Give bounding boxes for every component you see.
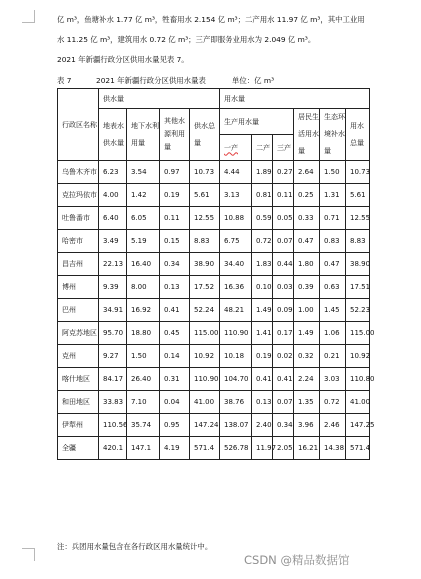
value-cell: 16.21 bbox=[294, 437, 320, 460]
region-name-cell: 哈密市 bbox=[58, 230, 99, 253]
value-cell: 2.24 bbox=[294, 368, 320, 391]
value-cell: 0.07 bbox=[273, 230, 294, 253]
value-cell: 18.80 bbox=[127, 322, 160, 345]
value-cell: 420.1 bbox=[99, 437, 127, 460]
value-cell: 6.23 bbox=[99, 161, 127, 184]
value-cell: 0.13 bbox=[252, 391, 273, 414]
value-cell: 3.13 bbox=[220, 184, 252, 207]
header-primary-industry-text: 一产 bbox=[224, 143, 238, 152]
value-cell: 1.45 bbox=[320, 299, 346, 322]
header-other-sources: 其他水源利用量 bbox=[160, 109, 190, 161]
value-cell: 2.46 bbox=[320, 414, 346, 437]
value-cell: 10.18 bbox=[220, 345, 252, 368]
table-row bbox=[58, 391, 370, 414]
value-cell: 12.55 bbox=[346, 207, 370, 230]
region-name-cell: 昌吉州 bbox=[58, 253, 99, 276]
region-name-cell: 巴州 bbox=[58, 299, 99, 322]
value-cell: 9.27 bbox=[99, 345, 127, 368]
value-cell: 10.92 bbox=[346, 345, 370, 368]
value-cell: 4.44 bbox=[220, 161, 252, 184]
header-ecological: 生态环境补水量 bbox=[320, 109, 346, 161]
value-cell: 0.41 bbox=[252, 368, 273, 391]
header-use-group: 用水量 bbox=[220, 89, 370, 109]
table-note: 注：兵团用水量包含在各行政区用水量统计中。 bbox=[57, 542, 213, 551]
value-cell: 12.55 bbox=[190, 207, 220, 230]
value-cell: 8.00 bbox=[127, 276, 160, 299]
value-cell: 7.10 bbox=[127, 391, 160, 414]
value-cell: 17.51 bbox=[346, 276, 370, 299]
value-cell: 38.90 bbox=[190, 253, 220, 276]
value-cell: 0.41 bbox=[273, 368, 294, 391]
value-cell: 35.74 bbox=[127, 414, 160, 437]
value-cell: 38.90 bbox=[346, 253, 370, 276]
value-cell: 34.91 bbox=[99, 299, 127, 322]
value-cell: 0.34 bbox=[273, 414, 294, 437]
value-cell: 2.64 bbox=[294, 161, 320, 184]
region-name-cell: 乌鲁木齐市 bbox=[58, 161, 99, 184]
value-cell: 10.92 bbox=[190, 345, 220, 368]
region-name-cell: 克拉玛依市 bbox=[58, 184, 99, 207]
value-cell: 52.24 bbox=[190, 299, 220, 322]
value-cell: 34.40 bbox=[220, 253, 252, 276]
value-cell: 0.14 bbox=[160, 345, 190, 368]
table-number: 表 7 bbox=[57, 76, 72, 85]
value-cell: 38.76 bbox=[220, 391, 252, 414]
value-cell: 0.09 bbox=[273, 299, 294, 322]
value-cell: 3.96 bbox=[294, 414, 320, 437]
value-cell: 1.80 bbox=[294, 253, 320, 276]
header-total-supply: 供水总量 bbox=[190, 109, 220, 161]
value-cell: 110.90 bbox=[220, 322, 252, 345]
value-cell: 0.95 bbox=[160, 414, 190, 437]
value-cell: 22.13 bbox=[99, 253, 127, 276]
value-cell: 0.15 bbox=[160, 230, 190, 253]
value-cell: 1.35 bbox=[294, 391, 320, 414]
value-cell: 110.56 bbox=[99, 414, 127, 437]
value-cell: 0.72 bbox=[252, 230, 273, 253]
value-cell: 9.39 bbox=[99, 276, 127, 299]
value-cell: 0.47 bbox=[320, 253, 346, 276]
value-cell: 84.17 bbox=[99, 368, 127, 391]
region-name-cell: 吐鲁番市 bbox=[58, 207, 99, 230]
region-name-cell: 伊犁州 bbox=[58, 414, 99, 437]
value-cell: 2.05 bbox=[273, 437, 294, 460]
value-cell: 1.49 bbox=[294, 322, 320, 345]
value-cell: 6.40 bbox=[99, 207, 127, 230]
value-cell: 41.00 bbox=[346, 391, 370, 414]
value-cell: 17.52 bbox=[190, 276, 220, 299]
value-cell: 1.41 bbox=[252, 322, 273, 345]
value-cell: 0.05 bbox=[273, 207, 294, 230]
value-cell: 0.71 bbox=[320, 207, 346, 230]
value-cell: 1.00 bbox=[294, 299, 320, 322]
value-cell: 14.38 bbox=[320, 437, 346, 460]
value-cell: 16.92 bbox=[127, 299, 160, 322]
value-cell: 0.59 bbox=[252, 207, 273, 230]
value-cell: 8.83 bbox=[190, 230, 220, 253]
region-name-cell: 全疆 bbox=[58, 437, 99, 460]
table-row bbox=[58, 414, 370, 437]
value-cell: 0.19 bbox=[252, 345, 273, 368]
value-cell: 0.07 bbox=[273, 391, 294, 414]
value-cell: 0.81 bbox=[252, 184, 273, 207]
table-row bbox=[58, 253, 370, 276]
value-cell: 0.32 bbox=[294, 345, 320, 368]
value-cell: 26.40 bbox=[127, 368, 160, 391]
value-cell: 33.83 bbox=[99, 391, 127, 414]
paragraph-line-1: 亿 m³，鱼塘补水 1.77 亿 m³，牲畜用水 2.154 亿 m³；二产用水 11.97 亿 m³，其中工业用 bbox=[57, 15, 365, 24]
table-row bbox=[58, 230, 370, 253]
value-cell: 0.21 bbox=[320, 345, 346, 368]
value-cell: 1.50 bbox=[320, 161, 346, 184]
value-cell: 6.05 bbox=[127, 207, 160, 230]
header-tertiary-industry: 三产 bbox=[273, 135, 294, 161]
value-cell: 2.40 bbox=[252, 414, 273, 437]
value-cell: 0.44 bbox=[273, 253, 294, 276]
value-cell: 3.03 bbox=[320, 368, 346, 391]
region-name-cell: 阿克苏地区 bbox=[58, 322, 99, 345]
value-cell: 1.89 bbox=[252, 161, 273, 184]
value-cell: 147.1 bbox=[127, 437, 160, 460]
value-cell: 10.88 bbox=[220, 207, 252, 230]
value-cell: 0.04 bbox=[160, 391, 190, 414]
value-cell: 0.03 bbox=[273, 276, 294, 299]
header-supply-group: 供水量 bbox=[99, 89, 220, 109]
value-cell: 5.61 bbox=[346, 184, 370, 207]
value-cell: 0.97 bbox=[160, 161, 190, 184]
value-cell: 0.19 bbox=[160, 184, 190, 207]
header-primary-industry bbox=[220, 135, 252, 161]
value-cell: 16.36 bbox=[220, 276, 252, 299]
value-cell: 147.24 bbox=[190, 414, 220, 437]
value-cell: 110.80 bbox=[346, 368, 370, 391]
value-cell: 115.00 bbox=[346, 322, 370, 345]
value-cell: 48.21 bbox=[220, 299, 252, 322]
header-region: 行政区名称 bbox=[58, 89, 99, 161]
header-total-use: 用水总量 bbox=[346, 109, 370, 161]
value-cell: 0.63 bbox=[320, 276, 346, 299]
value-cell: 4.19 bbox=[160, 437, 190, 460]
value-cell: 0.34 bbox=[160, 253, 190, 276]
region-name-cell: 克州 bbox=[58, 345, 99, 368]
csdn-watermark: CSDN @精品数据馆 bbox=[244, 553, 350, 567]
value-cell: 1.50 bbox=[127, 345, 160, 368]
value-cell: 0.39 bbox=[294, 276, 320, 299]
value-cell: 52.23 bbox=[346, 299, 370, 322]
value-cell: 1.49 bbox=[252, 299, 273, 322]
value-cell: 0.83 bbox=[320, 230, 346, 253]
value-cell: 571.4 bbox=[190, 437, 220, 460]
value-cell: 0.41 bbox=[160, 299, 190, 322]
value-cell: 0.47 bbox=[294, 230, 320, 253]
table-row bbox=[58, 299, 370, 322]
value-cell: 0.25 bbox=[294, 184, 320, 207]
table-unit: 单位：亿 m³ bbox=[232, 76, 275, 85]
value-cell: 0.13 bbox=[160, 276, 190, 299]
value-cell: 1.42 bbox=[127, 184, 160, 207]
value-cell: 147.25 bbox=[346, 414, 370, 437]
table-row bbox=[58, 161, 370, 184]
paragraph-line-2: 水 11.25 亿 m³，建筑用水 0.72 亿 m³；三产即服务业用水为 2.049 亿 m³。 bbox=[57, 35, 316, 44]
value-cell: 16.40 bbox=[127, 253, 160, 276]
region-name-cell: 和田地区 bbox=[58, 391, 99, 414]
value-cell: 41.00 bbox=[190, 391, 220, 414]
value-cell: 0.02 bbox=[273, 345, 294, 368]
value-cell: 10.73 bbox=[346, 161, 370, 184]
value-cell: 5.19 bbox=[127, 230, 160, 253]
value-cell: 11.97 bbox=[252, 437, 273, 460]
table-row bbox=[58, 368, 370, 391]
table-row bbox=[58, 322, 370, 345]
value-cell: 6.75 bbox=[220, 230, 252, 253]
header-surface-water: 地表水供水量 bbox=[99, 109, 127, 161]
value-cell: 0.31 bbox=[160, 368, 190, 391]
value-cell: 104.70 bbox=[220, 368, 252, 391]
table-row bbox=[58, 437, 370, 460]
value-cell: 3.54 bbox=[127, 161, 160, 184]
value-cell: 0.45 bbox=[160, 322, 190, 345]
page-corner-mark-bottom bbox=[22, 548, 35, 561]
value-cell: 110.90 bbox=[190, 368, 220, 391]
water-supply-table bbox=[57, 88, 375, 460]
table-row bbox=[58, 345, 370, 368]
value-cell: 138.07 bbox=[220, 414, 252, 437]
value-cell: 115.00 bbox=[190, 322, 220, 345]
value-cell: 0.72 bbox=[320, 391, 346, 414]
paragraph-line-3: 2021 年新疆行政分区供用水量见表 7。 bbox=[57, 55, 189, 64]
region-name-cell: 喀什地区 bbox=[58, 368, 99, 391]
value-cell: 571.4 bbox=[346, 437, 370, 460]
value-cell: 8.83 bbox=[346, 230, 370, 253]
value-cell: 0.17 bbox=[273, 322, 294, 345]
header-groundwater: 地下水利用量 bbox=[127, 109, 160, 161]
value-cell: 10.73 bbox=[190, 161, 220, 184]
value-cell: 4.00 bbox=[99, 184, 127, 207]
header-production-use: 生产用水量 bbox=[220, 109, 294, 135]
table-row bbox=[58, 184, 370, 207]
page-corner-mark-top bbox=[22, 10, 35, 23]
table-row bbox=[58, 276, 370, 299]
value-cell: 95.70 bbox=[99, 322, 127, 345]
value-cell: 526.78 bbox=[220, 437, 252, 460]
value-cell: 1.31 bbox=[320, 184, 346, 207]
value-cell: 1.06 bbox=[320, 322, 346, 345]
header-residential: 居民生活用水量 bbox=[294, 109, 320, 161]
table-title: 2021 年新疆行政分区供用水量表 bbox=[96, 76, 206, 85]
value-cell: 1.83 bbox=[252, 253, 273, 276]
value-cell: 3.49 bbox=[99, 230, 127, 253]
value-cell: 0.27 bbox=[273, 161, 294, 184]
value-cell: 0.11 bbox=[160, 207, 190, 230]
value-cell: 0.11 bbox=[273, 184, 294, 207]
table-row bbox=[58, 207, 370, 230]
region-name-cell: 博州 bbox=[58, 276, 99, 299]
header-secondary-industry: 二产 bbox=[252, 135, 273, 161]
value-cell: 0.33 bbox=[294, 207, 320, 230]
value-cell: 0.10 bbox=[252, 276, 273, 299]
value-cell: 5.61 bbox=[190, 184, 220, 207]
